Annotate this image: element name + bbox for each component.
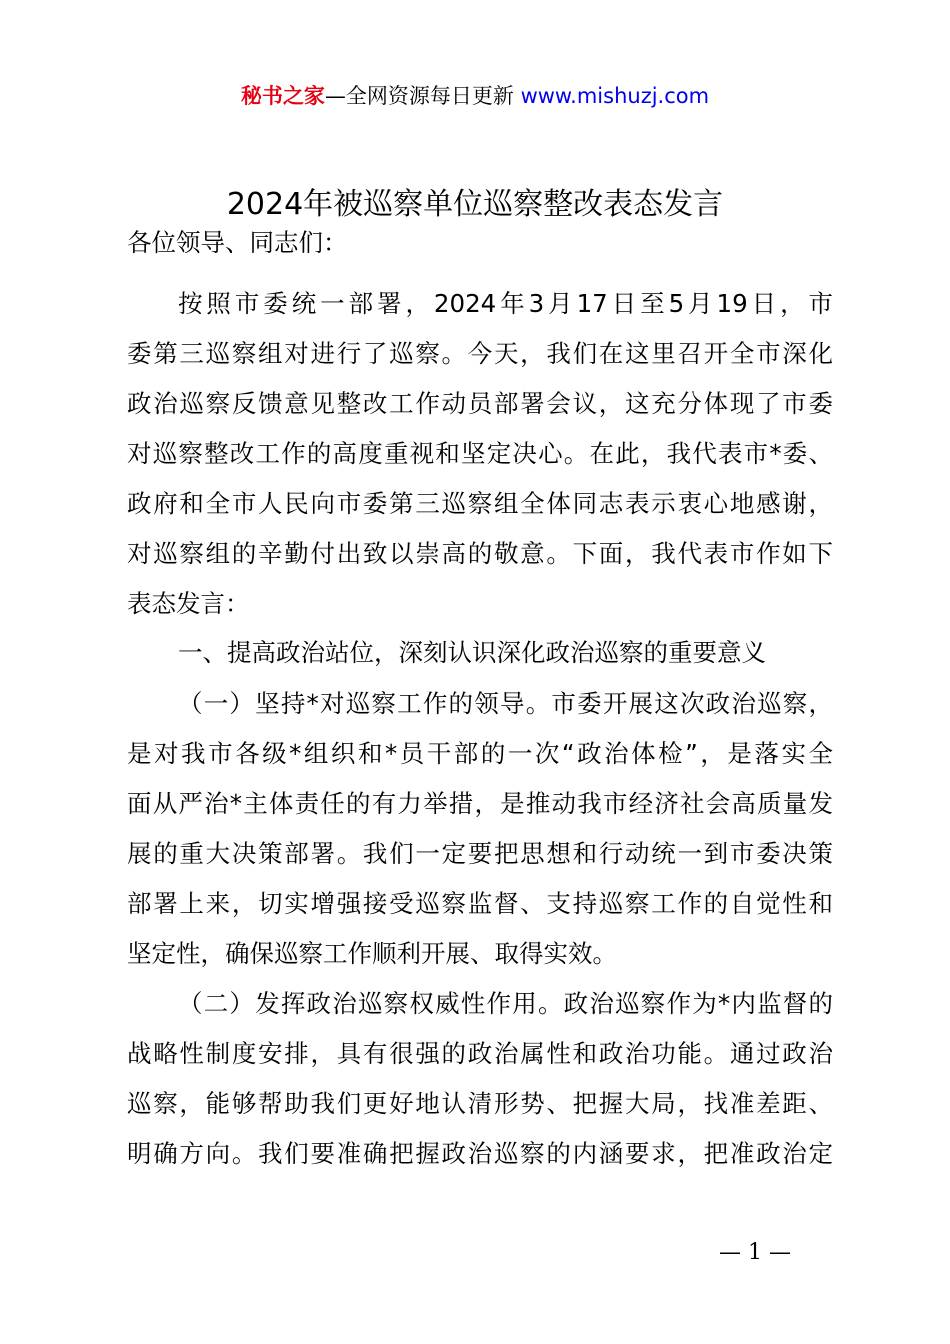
banner-slogan: —全网资源每日更新	[324, 84, 521, 108]
paragraph-line: 巡察，能够帮助我们更好地认清形势、把握大局，找准差距、	[127, 1089, 833, 1118]
paragraph-line: 政府和全市人民向市委第三巡察组全体同志表示衷心地感谢，	[127, 489, 833, 518]
paragraph-line: 部署上来，切实增强接受巡察监督、支持巡察工作的自觉性和	[127, 889, 833, 918]
paragraph-line: 对巡察整改工作的高度重视和坚定决心。在此，我代表市*委、	[127, 439, 833, 468]
paragraph-line: 战略性制度安排，具有很强的政治属性和政治功能。通过政治	[127, 1039, 833, 1068]
banner-url-link[interactable]: www.mishuzj.com	[520, 84, 710, 108]
page-number: — 1 —	[719, 1240, 791, 1265]
paragraph-line: 表态发言：	[127, 589, 250, 618]
paragraph-line: 委第三巡察组对进行了巡察。今天，我们在这里召开全市深化	[127, 339, 833, 368]
paragraph-line: 对巡察组的辛勤付出致以崇高的敬意。下面，我代表市作如下	[127, 539, 833, 568]
document-title: 2024年被巡察单位巡察整改表态发言	[226, 187, 724, 222]
paragraph-line: 展的重大决策部署。我们一定要把思想和行动统一到市委决策	[127, 839, 833, 868]
paragraph-line: 坚定性，确保巡察工作顺利开展、取得实效。	[127, 939, 617, 968]
paragraph-line: （二）发挥政治巡察权威性作用。政治巡察作为*内监督的	[178, 989, 833, 1018]
banner-brand: 秘书之家	[240, 84, 325, 108]
site-banner	[0, 80, 950, 112]
paragraph-line: 政治巡察反馈意见整改工作动员部署会议，这充分体现了市委	[127, 389, 833, 418]
section-heading: 一、提高政治站位，深刻认识深化政治巡察的重要意义	[178, 638, 766, 667]
paragraph-line: （一）坚持*对巡察工作的领导。市委开展这次政治巡察，	[178, 689, 833, 718]
paragraph-line: 明确方向。我们要准确把握政治巡察的内涵要求，把准政治定	[127, 1139, 833, 1168]
paragraph-line: 面从严治*主体责任的有力举措，是推动我市经济社会高质量发	[127, 789, 833, 818]
salutation: 各位领导、同志们：	[127, 228, 348, 257]
paragraph-line: 是对我市各级*组织和*员干部的一次“政治体检”，是落实全	[127, 739, 833, 768]
paragraph-line: 按照市委统一部署，2024年3月17日至5月19日，市	[178, 289, 833, 318]
